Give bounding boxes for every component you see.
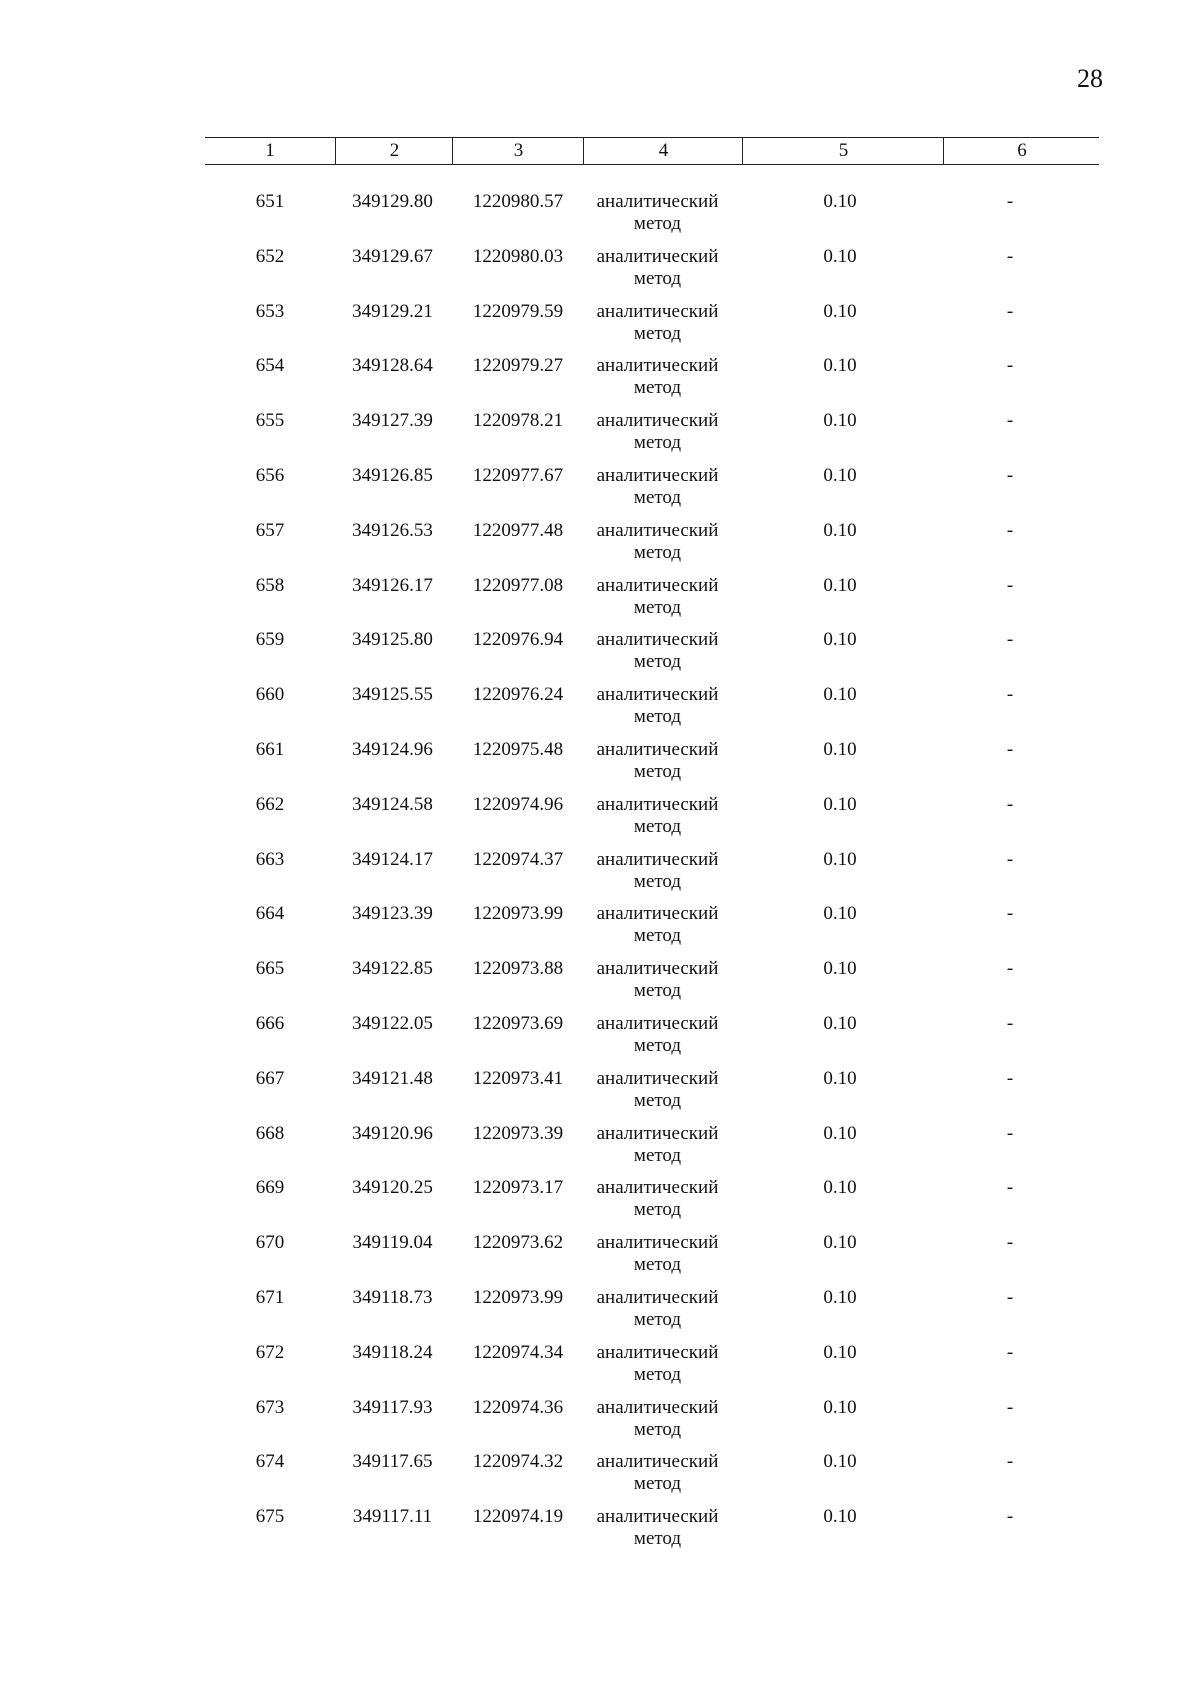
method-label-continued: метод [633, 815, 682, 837]
accuracy-value: 0.10 [823, 300, 857, 322]
method-label: аналитический [596, 191, 719, 212]
coordinate-y: 1220974.37 [472, 848, 564, 870]
coordinate-y: 1220973.41 [472, 1067, 564, 1089]
accuracy-value: 0.10 [823, 191, 857, 212]
coordinate-x: 349117.93 [352, 1396, 433, 1418]
coordinate-y: 1220980.03 [472, 245, 564, 267]
method-label: аналитический [596, 1067, 719, 1089]
accuracy-value: 0.10 [823, 903, 857, 925]
coordinate-x: 349125.55 [352, 684, 433, 706]
method-label: аналитический [596, 793, 719, 815]
method-label-continued: метод [633, 925, 682, 947]
point-number: 669 [255, 1177, 285, 1199]
method-cell [580, 1232, 735, 1276]
accuracy-value: 0.10 [823, 1341, 857, 1363]
method-cell [580, 191, 735, 235]
note-value: - [1006, 738, 1014, 760]
method-cell [580, 1506, 735, 1550]
coordinate-y: 1220978.21 [472, 410, 564, 432]
header-col-3: 3 [452, 138, 584, 164]
method-label: аналитический [596, 1286, 719, 1308]
method-cell [580, 739, 735, 783]
coordinate-x: 349129.67 [352, 245, 433, 267]
coordinate-y: 1220976.94 [472, 629, 564, 651]
coordinate-y: 1220973.99 [472, 1286, 564, 1308]
coordinate-y: 1220974.32 [472, 1451, 564, 1473]
note-value: - [1006, 191, 1014, 212]
coordinate-y: 1220975.48 [472, 738, 564, 760]
table-row [0, 1342, 1200, 1397]
coordinate-y: 1220973.39 [472, 1122, 564, 1144]
method-cell [580, 903, 735, 947]
coordinate-x: 349127.39 [352, 410, 433, 432]
point-number: 663 [255, 848, 285, 870]
coordinate-x: 349128.64 [352, 355, 433, 377]
method-label-continued: метод [633, 541, 682, 563]
method-cell [580, 794, 735, 838]
header-col-1: 1 [265, 140, 275, 161]
accuracy-value: 0.10 [823, 355, 857, 377]
method-label-continued: метод [633, 213, 682, 234]
method-cell [580, 849, 735, 893]
method-cell [580, 958, 735, 1002]
method-label-continued: метод [633, 1473, 682, 1495]
note-value: - [1006, 1177, 1014, 1199]
note-value: - [1006, 519, 1014, 541]
point-number: 666 [255, 1012, 285, 1034]
table-row [0, 1451, 1200, 1506]
accuracy-value: 0.10 [823, 1286, 857, 1308]
method-cell [580, 465, 735, 509]
coordinate-x: 349125.80 [352, 629, 433, 651]
table-row [0, 903, 1200, 958]
accuracy-value: 0.10 [823, 1232, 857, 1254]
method-label-continued: метод [633, 596, 682, 618]
coordinate-x: 349124.58 [352, 793, 433, 815]
method-label: аналитический [596, 1396, 719, 1418]
method-label-continued: метод [633, 651, 682, 673]
coordinate-x: 349120.25 [352, 1177, 433, 1199]
coordinate-x: 349126.17 [352, 574, 433, 596]
point-number: 675 [255, 1506, 285, 1528]
method-cell [580, 355, 735, 399]
method-label: аналитический [596, 1232, 719, 1254]
coordinate-x: 349121.48 [352, 1067, 433, 1089]
coordinate-y: 1220980.57 [472, 191, 564, 212]
note-value: - [1006, 629, 1014, 651]
method-cell [580, 520, 735, 564]
note-value: - [1006, 848, 1014, 870]
note-value: - [1006, 1232, 1014, 1254]
method-cell [580, 629, 735, 673]
header-col-6: 6 [943, 138, 1100, 164]
accuracy-value: 0.10 [823, 1177, 857, 1199]
method-label: аналитический [596, 300, 719, 322]
coordinate-x: 349118.73 [352, 1286, 433, 1308]
table-row [0, 191, 1200, 246]
table-row [0, 520, 1200, 575]
coordinate-x: 349117.65 [352, 1451, 433, 1473]
method-label: аналитический [596, 1122, 719, 1144]
note-value: - [1006, 1122, 1014, 1144]
table-row [0, 629, 1200, 684]
table-row [0, 1013, 1200, 1068]
method-cell [580, 1451, 735, 1495]
method-cell [580, 1013, 735, 1057]
coordinate-y: 1220976.24 [472, 684, 564, 706]
point-number: 661 [255, 738, 285, 760]
coordinate-x: 349123.39 [352, 903, 433, 925]
accuracy-value: 0.10 [823, 684, 857, 706]
accuracy-value: 0.10 [823, 245, 857, 267]
coordinate-y: 1220974.19 [472, 1506, 564, 1528]
note-value: - [1006, 300, 1014, 322]
table-row [0, 575, 1200, 630]
table-row [0, 849, 1200, 904]
note-value: - [1006, 903, 1014, 925]
point-number: 651 [255, 191, 285, 212]
coordinate-x: 349124.96 [352, 738, 433, 760]
point-number: 670 [255, 1232, 285, 1254]
method-label-continued: метод [633, 1418, 682, 1440]
table-row [0, 684, 1200, 739]
method-label-continued: метод [633, 322, 682, 344]
coordinate-y: 1220973.17 [472, 1177, 564, 1199]
point-number: 655 [255, 410, 285, 432]
point-number: 668 [255, 1122, 285, 1144]
method-label-continued: метод [633, 1308, 682, 1330]
coordinate-y: 1220974.36 [472, 1396, 564, 1418]
method-label-continued: метод [633, 1199, 682, 1221]
header-col-5: 5 [742, 138, 944, 164]
header-col-2: 2 [335, 138, 453, 164]
accuracy-value: 0.10 [823, 958, 857, 980]
method-label-continued: метод [633, 267, 682, 289]
coordinate-y: 1220979.27 [472, 355, 564, 377]
method-cell [580, 1397, 735, 1441]
point-number: 660 [255, 684, 285, 706]
table-row [0, 1123, 1200, 1178]
method-label-continued: метод [633, 1089, 682, 1111]
coordinate-x: 349129.80 [352, 191, 433, 212]
point-number: 658 [255, 574, 285, 596]
method-label: аналитический [596, 684, 719, 706]
note-value: - [1006, 574, 1014, 596]
accuracy-value: 0.10 [823, 738, 857, 760]
point-number: 667 [255, 1067, 285, 1089]
note-value: - [1006, 958, 1014, 980]
table-row [0, 1506, 1200, 1561]
method-label-continued: метод [633, 870, 682, 892]
table-row [0, 465, 1200, 520]
accuracy-value: 0.10 [823, 410, 857, 432]
note-value: - [1006, 355, 1014, 377]
coordinate-x: 349129.21 [352, 300, 433, 322]
coordinate-x: 349126.85 [352, 464, 433, 486]
coordinate-y: 1220973.99 [472, 903, 564, 925]
method-label-continued: метод [633, 1254, 682, 1276]
coordinate-x: 349118.24 [352, 1341, 433, 1363]
page-number: 28 [1077, 64, 1103, 93]
table-row [0, 1232, 1200, 1287]
table-header [205, 137, 1099, 165]
point-number: 652 [255, 245, 285, 267]
point-number: 674 [255, 1451, 285, 1473]
coordinate-x: 349122.05 [352, 1012, 433, 1034]
method-cell [580, 1287, 735, 1331]
accuracy-value: 0.10 [823, 848, 857, 870]
table-row [0, 1068, 1200, 1123]
note-value: - [1006, 410, 1014, 432]
method-label-continued: метод [633, 980, 682, 1002]
accuracy-value: 0.10 [823, 574, 857, 596]
coordinate-x: 349120.96 [352, 1122, 433, 1144]
coordinate-x: 349124.17 [352, 848, 433, 870]
note-value: - [1006, 1067, 1014, 1089]
method-label-continued: метод [633, 432, 682, 454]
table-row [0, 355, 1200, 410]
coordinate-y: 1220977.67 [472, 464, 564, 486]
accuracy-value: 0.10 [823, 1122, 857, 1144]
method-label: аналитический [596, 464, 719, 486]
point-number: 654 [255, 355, 285, 377]
coordinate-y: 1220974.34 [472, 1341, 564, 1363]
method-cell [580, 410, 735, 454]
coordinate-y: 1220973.62 [472, 1232, 564, 1254]
note-value: - [1006, 1506, 1014, 1528]
accuracy-value: 0.10 [823, 1506, 857, 1528]
point-number: 653 [255, 300, 285, 322]
note-value: - [1006, 464, 1014, 486]
coordinate-y: 1220977.08 [472, 574, 564, 596]
method-cell [580, 1068, 735, 1112]
method-label: аналитический [596, 629, 719, 651]
method-cell [580, 684, 735, 728]
method-label: аналитический [596, 245, 719, 267]
table-row [0, 1287, 1200, 1342]
coordinate-y: 1220979.59 [472, 300, 564, 322]
method-label-continued: метод [633, 377, 682, 399]
accuracy-value: 0.10 [823, 1067, 857, 1089]
method-label: аналитический [596, 410, 719, 432]
point-number: 657 [255, 519, 285, 541]
accuracy-value: 0.10 [823, 1396, 857, 1418]
table-row [0, 1397, 1200, 1452]
point-number: 664 [255, 903, 285, 925]
method-cell [580, 1342, 735, 1386]
note-value: - [1006, 1396, 1014, 1418]
point-number: 672 [255, 1341, 285, 1363]
method-cell [580, 1177, 735, 1221]
method-cell [580, 246, 735, 290]
note-value: - [1006, 1286, 1014, 1308]
accuracy-value: 0.10 [823, 1451, 857, 1473]
note-value: - [1006, 1341, 1014, 1363]
coordinate-x: 349119.04 [352, 1232, 433, 1254]
coordinate-x: 349122.85 [352, 958, 433, 980]
point-number: 665 [255, 958, 285, 980]
method-label: аналитический [596, 1506, 719, 1528]
accuracy-value: 0.10 [823, 1012, 857, 1034]
coordinate-y: 1220974.96 [472, 793, 564, 815]
note-value: - [1006, 1451, 1014, 1473]
header-col-4: 4 [583, 138, 743, 164]
method-label-continued: метод [633, 486, 682, 508]
method-label-continued: метод [633, 1363, 682, 1385]
accuracy-value: 0.10 [823, 464, 857, 486]
method-label: аналитический [596, 903, 719, 925]
accuracy-value: 0.10 [823, 629, 857, 651]
method-label-continued: метод [633, 706, 682, 728]
method-label: аналитический [596, 958, 719, 980]
method-label-continued: метод [633, 760, 682, 782]
method-label: аналитический [596, 1012, 719, 1034]
method-label: аналитический [596, 1177, 719, 1199]
coordinate-x: 349117.11 [352, 1506, 433, 1528]
table-row [0, 301, 1200, 356]
method-label-continued: метод [633, 1034, 682, 1056]
method-cell [580, 301, 735, 345]
accuracy-value: 0.10 [823, 793, 857, 815]
note-value: - [1006, 684, 1014, 706]
note-value: - [1006, 793, 1014, 815]
method-cell [580, 575, 735, 619]
method-label: аналитический [596, 848, 719, 870]
method-label: аналитический [596, 1341, 719, 1363]
table-row [0, 958, 1200, 1013]
method-cell [580, 1123, 735, 1167]
table-row [0, 410, 1200, 465]
method-label: аналитический [596, 574, 719, 596]
accuracy-value: 0.10 [823, 519, 857, 541]
table-row [0, 246, 1200, 301]
method-label-continued: метод [633, 1144, 682, 1166]
note-value: - [1006, 1012, 1014, 1034]
method-label: аналитический [596, 738, 719, 760]
note-value: - [1006, 245, 1014, 267]
point-number: 671 [255, 1286, 285, 1308]
method-label: аналитический [596, 519, 719, 541]
method-label: аналитический [596, 355, 719, 377]
table-row [0, 739, 1200, 794]
coordinate-y: 1220973.69 [472, 1012, 564, 1034]
table-body [0, 191, 1200, 1561]
point-number: 656 [255, 464, 285, 486]
coordinate-y: 1220973.88 [472, 958, 564, 980]
coordinate-x: 349126.53 [352, 519, 433, 541]
table-row [0, 1177, 1200, 1232]
method-label-continued: метод [633, 1528, 682, 1550]
table-row [0, 794, 1200, 849]
point-number: 673 [255, 1396, 285, 1418]
point-number: 659 [255, 629, 285, 651]
method-label: аналитический [596, 1451, 719, 1473]
coordinate-y: 1220977.48 [472, 519, 564, 541]
point-number: 662 [255, 793, 285, 815]
